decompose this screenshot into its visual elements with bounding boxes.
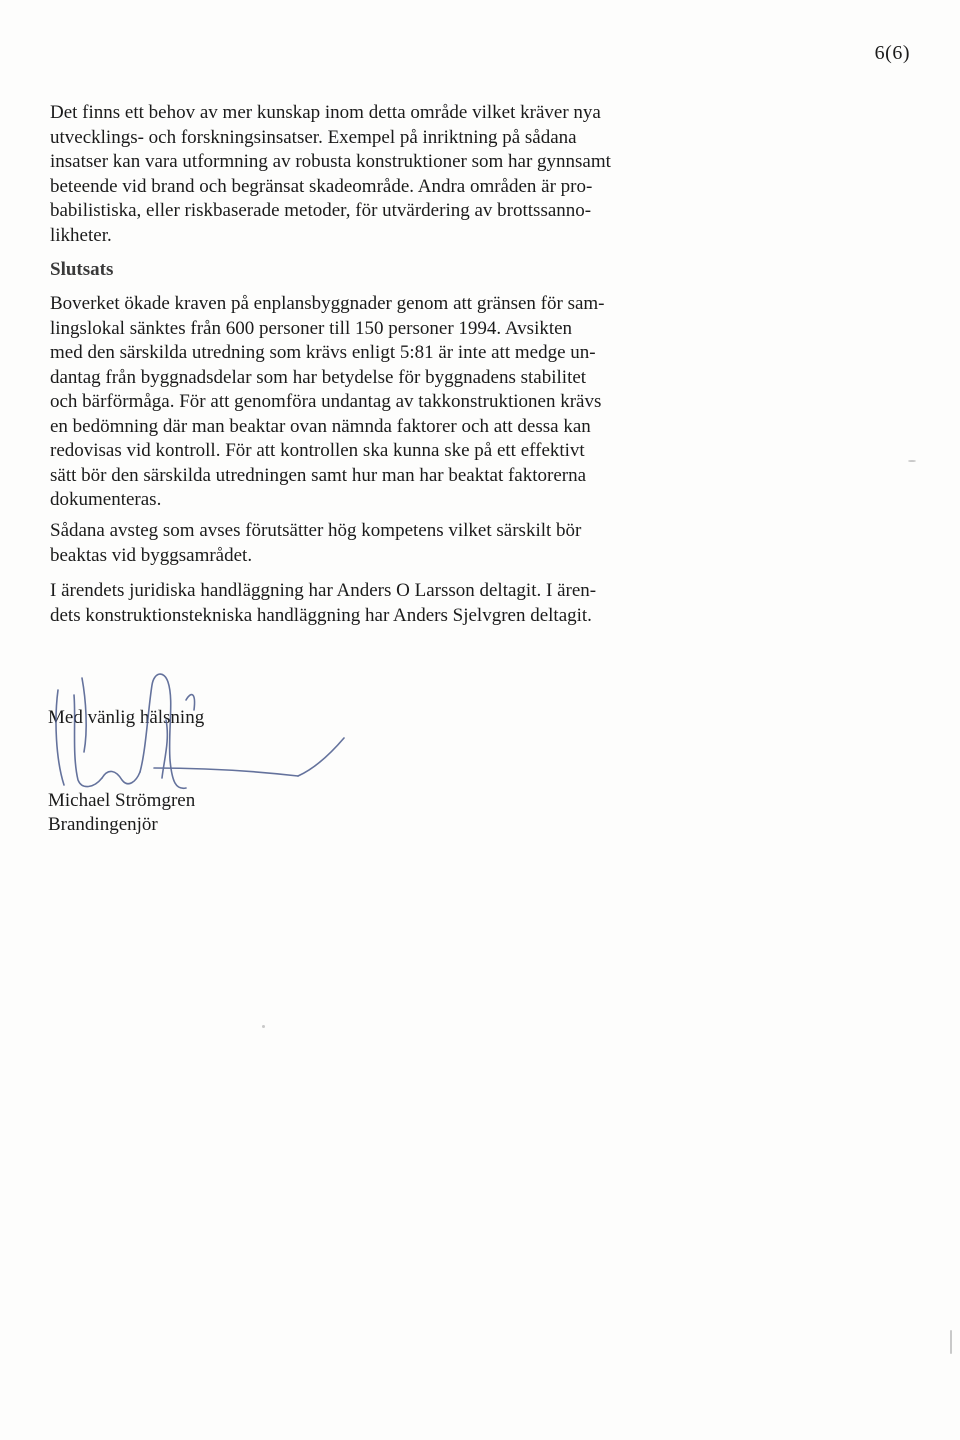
text-line: Sådana avsteg som avses förutsätter hög kompetens vilket särskilt bör bbox=[50, 520, 582, 541]
text-line: babilistiska, eller riskbaserade metoder, för utvärdering av brottssanno- bbox=[50, 200, 592, 221]
scan-speck bbox=[950, 1330, 952, 1354]
text-line: en bedömning där man beaktar ovan nämnda faktorer och att dessa kan bbox=[50, 415, 591, 437]
handwritten-signature bbox=[36, 660, 366, 800]
text-line: Boverket ökade kraven på enplansbyggnader genom att gränsen för sam- bbox=[50, 293, 605, 314]
signer-name: Michael Strömgren bbox=[48, 790, 196, 811]
signer-title: Brandingenjör bbox=[48, 814, 158, 835]
page-number: 6(6) bbox=[874, 42, 910, 64]
text-line: beaktas vid byggsamrådet. bbox=[50, 544, 253, 566]
scan-speck bbox=[262, 1025, 265, 1028]
text-line: dantag från byggnadsdelar som har betydelse för byggnadens stabilitet bbox=[50, 366, 587, 388]
intro-paragraph bbox=[50, 101, 690, 248]
text-line: Det finns ett behov av mer kunskap inom detta område vilket kräver nya bbox=[50, 102, 601, 123]
text-line: och bärförmåga. För att genomföra undantag av takkonstruktionen krävs bbox=[50, 391, 602, 412]
text-line: med den särskilda utredning som krävs enligt 5:81 är inte att medge un- bbox=[50, 342, 596, 363]
competence-paragraph bbox=[50, 519, 690, 568]
text-line: utvecklings- och forskningsinsatser. Exempel på inriktning på sådana bbox=[50, 126, 577, 148]
text-line: sätt bör den särskilda utredningen samt hur man har beaktat faktorerna bbox=[50, 464, 587, 486]
section-heading: Slutsats bbox=[50, 259, 114, 280]
scan-speck bbox=[908, 460, 916, 462]
closing-greeting: Med vänlig hälsning bbox=[48, 707, 205, 728]
conclusion-paragraph bbox=[50, 292, 690, 513]
text-line: I ärendets juridiska handläggning har Anders O Larsson deltagit. I ären- bbox=[50, 580, 597, 601]
text-line: likheter. bbox=[50, 224, 112, 246]
text-line: beteende vid brand och begränsat skadeområde. Andra områden är pro- bbox=[50, 175, 593, 197]
text-line: dokumenteras. bbox=[50, 489, 162, 510]
text-line: insatser kan vara utformning av robusta konstruktioner som har gynnsamt bbox=[50, 151, 611, 172]
text-line: dets konstruktionstekniska handläggning har Anders Sjelvgren deltagit. bbox=[50, 604, 592, 626]
text-line: redovisas vid kontroll. För att kontrollen ska kunna ske på ett effektivt bbox=[50, 440, 585, 461]
text-line: lingslokal sänktes från 600 personer till 150 personer 1994. Avsikten bbox=[50, 317, 573, 339]
handling-paragraph bbox=[50, 579, 690, 628]
